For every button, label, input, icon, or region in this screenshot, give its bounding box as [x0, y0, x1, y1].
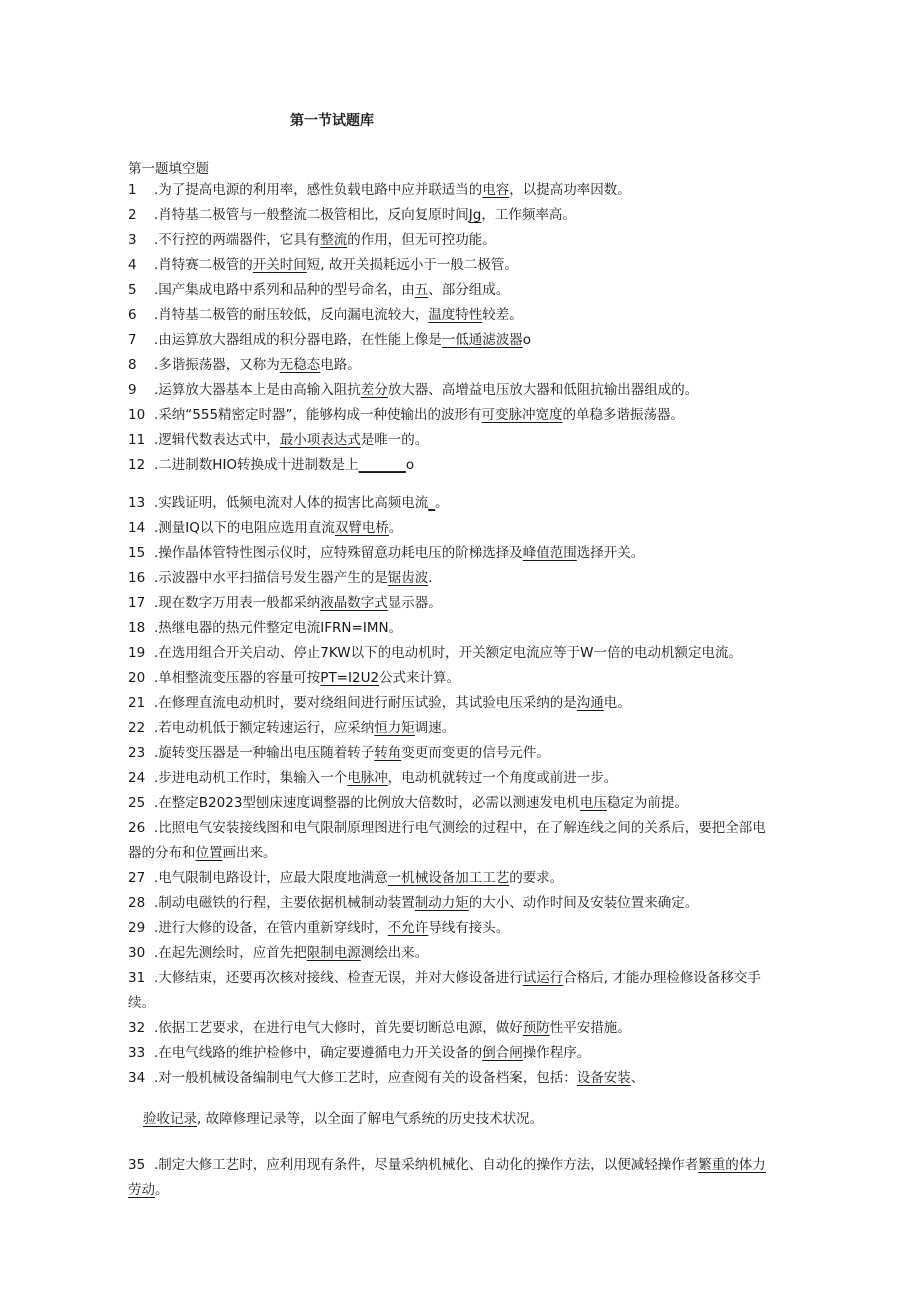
- question-number: 33: [128, 1045, 146, 1061]
- question-text-end: 稳定为前提。: [606, 795, 688, 811]
- question-text-end: o: [405, 457, 415, 473]
- answer-blank: 双臂电桥: [334, 520, 389, 536]
- question-number: 4: [128, 257, 137, 273]
- question-text-end: 操作程序。: [522, 1045, 591, 1061]
- question-number: 30: [128, 945, 146, 961]
- question-text-end: 的要求。: [509, 870, 564, 886]
- question-text-end: ，以提高功率因数。: [509, 182, 631, 198]
- question-text-end: 。: [435, 495, 449, 511]
- question-number: 23: [128, 745, 146, 761]
- question-number: 14: [128, 520, 146, 536]
- question-number: 5: [128, 282, 137, 298]
- question-text: .若电动机低于额定转速运行，应采纳: [154, 720, 375, 736]
- section-heading: 第一题填空题: [128, 161, 209, 177]
- question-number: 3: [128, 232, 137, 248]
- question-text: .操作晶体管特性图示仪时，应特殊留意功耗电压的阶梯选择及: [154, 545, 523, 561]
- question-text-end: 选择开关。: [576, 545, 645, 561]
- question-number: 13: [128, 495, 146, 511]
- question-text: .旋转变压器是一种输出电压随着转子: [154, 745, 375, 761]
- question-line: [128, 431, 428, 449]
- question-number: 28: [128, 895, 146, 911]
- answer-blank: 可变脉冲宽度: [481, 407, 563, 423]
- question-number: 25: [128, 795, 146, 811]
- answer-blank: 无稳态: [279, 357, 321, 373]
- answer-blank: 恒力矩: [374, 720, 415, 736]
- question-continuation: [128, 1181, 169, 1199]
- question-text-end: 公式来计算。: [379, 670, 461, 686]
- question-text: .多谐振荡器，又称为: [154, 357, 280, 373]
- question-line: [128, 744, 550, 762]
- answer-blank: 电脉冲: [347, 770, 388, 786]
- question-number: 29: [128, 920, 146, 936]
- question-line: [128, 494, 449, 512]
- question-line: [128, 794, 688, 812]
- question-text: .制定大修工艺时，应利用现有条件，尽量采纳机械化、自动化的操作方法，以便减轻操作者: [154, 1157, 699, 1173]
- question-line: [128, 644, 742, 662]
- question-text: .步进电动机工作时，集输入一个: [154, 770, 348, 786]
- answer-blank: 限制电源: [306, 945, 361, 961]
- answer-blank: 开关时间: [252, 257, 307, 273]
- question-line: [128, 181, 631, 199]
- question-number: 22: [128, 720, 146, 736]
- question-continuation: [128, 994, 155, 1012]
- question-continuation: [143, 1110, 543, 1128]
- question-text-end: 电。: [603, 695, 631, 711]
- question-number: 7: [128, 332, 137, 348]
- question-text: .采纳“555精密定时器”，能够构成一种使输出的波形有: [154, 407, 482, 423]
- question-line: [128, 619, 402, 637]
- question-text: .肖特基二极管与一般整流二极管相比，反向复原时间: [154, 207, 469, 223]
- question-number: 20: [128, 670, 146, 686]
- question-line: [128, 869, 563, 887]
- question-text: 。: [155, 1182, 169, 1198]
- answer-blank: 繁重的体力: [698, 1157, 766, 1173]
- question-text-end: 的大小、动作时间及安装位置来确定。: [468, 895, 699, 911]
- answer-blank: 劳动: [128, 1182, 155, 1198]
- question-text-end: 导线有接头。: [428, 920, 510, 936]
- answer-blank: 倒合闸: [482, 1045, 523, 1061]
- question-text: .现在数字万用表一般都采纳: [154, 595, 321, 611]
- question-text-end: 变更而变更的信号元件。: [401, 745, 550, 761]
- answer-blank: 温度特性: [428, 307, 483, 323]
- answer-blank: PT=I2U2: [320, 670, 380, 686]
- question-line: [128, 919, 509, 937]
- question-text-end: 较差。: [482, 307, 523, 323]
- question-number: 18: [128, 620, 146, 636]
- question-line: [128, 594, 442, 612]
- question-text: .电气限制电路设计，应最大限度地满意: [154, 870, 388, 886]
- question-text: 续。: [128, 995, 155, 1011]
- answer-blank: 最小项表达式: [279, 432, 361, 448]
- question-line: [128, 381, 698, 399]
- answer-blank: 设备安装: [576, 1070, 631, 1086]
- question-number: 15: [128, 545, 146, 561]
- question-number: 16: [128, 570, 146, 586]
- answer-blank: 液晶数字式: [320, 595, 388, 611]
- question-text-end: 放大器、高增益电压放大器和低阻抗输出器组成的。: [387, 382, 699, 398]
- question-text: .在选用组合开关启动、停止7KW以下的电动机时，开关额定电流应等于W一倍的电动机额定电流。: [154, 645, 742, 661]
- question-text: .示波器中水平扫描信号发生器产生的是: [154, 570, 388, 586]
- question-line: [128, 1019, 631, 1037]
- question-line: [128, 819, 766, 837]
- answer-blank: 一低通滤波器: [441, 332, 523, 348]
- answer-blank: 试运行: [522, 970, 564, 986]
- question-line: [128, 569, 433, 587]
- question-text: .测量IQ以下的电阻应选用直流: [154, 520, 335, 536]
- question-text: .逻辑代数表达式中，: [154, 432, 280, 448]
- question-text-end: 合格后, 才能办理检修设备移交手: [563, 970, 761, 986]
- answer-blank: 峰值范围: [522, 545, 577, 561]
- question-text-end: 显示器。: [387, 595, 442, 611]
- question-number: 11: [128, 432, 146, 448]
- question-text: .比照电气安装接线图和电气限制原理图进行电气测绘的过程中，在了解连线之间的关系后，要把全部电: [154, 820, 766, 836]
- question-text: .在起先测绘时，应首先把: [154, 945, 307, 961]
- question-number: 1: [128, 182, 137, 198]
- answer-blank: 电容: [482, 182, 510, 198]
- question-text-end: 的作用，但无可控功能。: [347, 232, 496, 248]
- question-number: 24: [128, 770, 146, 786]
- answer-blank: 差分: [360, 382, 388, 398]
- question-number: 35: [128, 1157, 146, 1173]
- answer-blank: 整流: [320, 232, 348, 248]
- question-number: 34: [128, 1070, 146, 1086]
- question-text: .实践证明，低频电流对人体的损害比高频电流: [154, 495, 429, 511]
- question-line: [128, 306, 523, 324]
- question-text: .二进制数HIO转换成十进制数是上: [154, 457, 359, 473]
- question-text: .在整定B2023型刨床速度调整器的比例放大倍数时，必需以测速发电机: [154, 795, 580, 811]
- question-line: [128, 231, 496, 249]
- page-title: 第一节试题库: [290, 113, 374, 129]
- answer-blank: _______: [358, 457, 406, 473]
- question-line: [128, 719, 455, 737]
- question-text: .为了提高电源的利用率，感性负载电路中应并联适当的: [154, 182, 483, 198]
- question-text: 器的分布和: [128, 845, 196, 861]
- question-number: 26: [128, 820, 146, 836]
- question-text: .肖特赛二极管的: [154, 257, 253, 273]
- question-text-end: 。: [388, 520, 403, 536]
- question-line: [128, 206, 576, 224]
- answer-blank: 预防: [522, 1020, 550, 1036]
- question-text-end: 、部分组成。: [428, 282, 510, 298]
- question-text-end: 的单稳多谐振荡器。: [562, 407, 685, 423]
- question-text: .单相整流变压器的容量可按: [154, 670, 321, 686]
- question-line: [128, 944, 428, 962]
- answer-blank: 位置: [195, 845, 223, 861]
- question-line: [128, 1044, 590, 1062]
- question-text: .运算放大器基本上是由高输入阻抗: [154, 382, 361, 398]
- question-text: .热继电器的热元件整定电流: [154, 620, 321, 636]
- answer-blank: Jg: [468, 207, 482, 223]
- question-text-end: ，工作频率高。: [481, 207, 576, 223]
- answer-blank: 电压: [579, 795, 607, 811]
- question-text: .进行大修的设备，在管内重新穿线时，: [154, 920, 388, 936]
- question-text: .国产集成电路中系列和品种的型号命名，由: [154, 282, 415, 298]
- question-text-end: 电路。: [320, 357, 361, 373]
- question-text-end: .: [428, 570, 433, 586]
- question-number: 12: [128, 457, 146, 473]
- question-text: .由运算放大器组成的积分器电路，在性能上像是: [154, 332, 442, 348]
- question-line: [128, 669, 460, 687]
- question-continuation: [128, 844, 277, 862]
- question-number: 31: [128, 970, 146, 986]
- question-text: .在电气线路的维护检修中，确定要遵循电力开关设备的: [154, 1045, 483, 1061]
- question-line: [128, 1069, 644, 1087]
- answer-blank: 验收记录: [143, 1111, 197, 1127]
- question-text-end: 性平安措施。: [549, 1020, 631, 1036]
- question-number: 19: [128, 645, 146, 661]
- question-line: [128, 544, 644, 562]
- question-text-end: 调速。: [414, 720, 456, 736]
- question-text-end: ，电动机就转过一个角度或前进一步。: [387, 770, 618, 786]
- question-line: [128, 406, 684, 424]
- question-text: .肖特基二极管的耐压较低，反向漏电流较大，: [154, 307, 429, 323]
- question-number: 10: [128, 407, 146, 423]
- question-text-end: o: [522, 332, 532, 348]
- question-text-end: IFRN=IMN。: [320, 620, 403, 636]
- answer-blank: 锯齿波: [387, 570, 429, 586]
- question-line: [128, 256, 518, 274]
- question-line: [128, 356, 361, 374]
- question-text-end: 短, 故开关损耗远小于一般二极管。: [306, 257, 518, 273]
- question-text: .大修结束，还要再次核对接线、检查无误，并对大修设备进行: [154, 970, 523, 986]
- question-text: .在修理直流电动机时，要对绕组间进行耐压试验，其试验电压采纳的是: [154, 695, 577, 711]
- question-line: [128, 769, 617, 787]
- question-line: [128, 894, 698, 912]
- question-line: [128, 519, 402, 537]
- question-text: .制动电磁铁的行程，主要依据机械制动装置: [154, 895, 415, 911]
- question-text: , 故障修理记录等，以全面了解电气系统的历史技术状况。: [197, 1111, 544, 1127]
- question-line: [128, 331, 531, 349]
- answer-blank: 沟通: [576, 695, 604, 711]
- answer-blank: 五: [414, 282, 429, 298]
- answer-blank: 不允许: [387, 920, 429, 936]
- question-text-end: 是唯一的。: [360, 432, 429, 448]
- question-line: [128, 1156, 766, 1174]
- question-line: [128, 281, 509, 299]
- question-number: 6: [128, 307, 137, 323]
- question-line: [128, 969, 761, 987]
- question-number: 21: [128, 695, 146, 711]
- question-text: .不行控的两端器件，它具有: [154, 232, 321, 248]
- question-text: 画出来。: [222, 845, 277, 861]
- question-text: .依据工艺要求，在进行电气大修时，首先要切断总电源，做好: [154, 1020, 523, 1036]
- question-number: 27: [128, 870, 146, 886]
- answer-blank: _: [428, 495, 436, 511]
- answer-blank: 制动力矩: [414, 895, 469, 911]
- question-number: 9: [128, 382, 137, 398]
- question-line: [128, 456, 414, 474]
- question-text: .对一般机械设备编制电气大修工艺时，应查阅有关的设备档案，包括：: [154, 1070, 577, 1086]
- question-text-end: 、: [630, 1070, 645, 1086]
- answer-blank: 一机械设备加工工艺: [387, 870, 510, 886]
- question-text-end: 测绘出来。: [360, 945, 429, 961]
- question-number: 32: [128, 1020, 146, 1036]
- question-number: 8: [128, 357, 137, 373]
- question-number: 2: [128, 207, 137, 223]
- answer-blank: 转角: [374, 745, 402, 761]
- question-line: [128, 694, 631, 712]
- question-number: 17: [128, 595, 146, 611]
